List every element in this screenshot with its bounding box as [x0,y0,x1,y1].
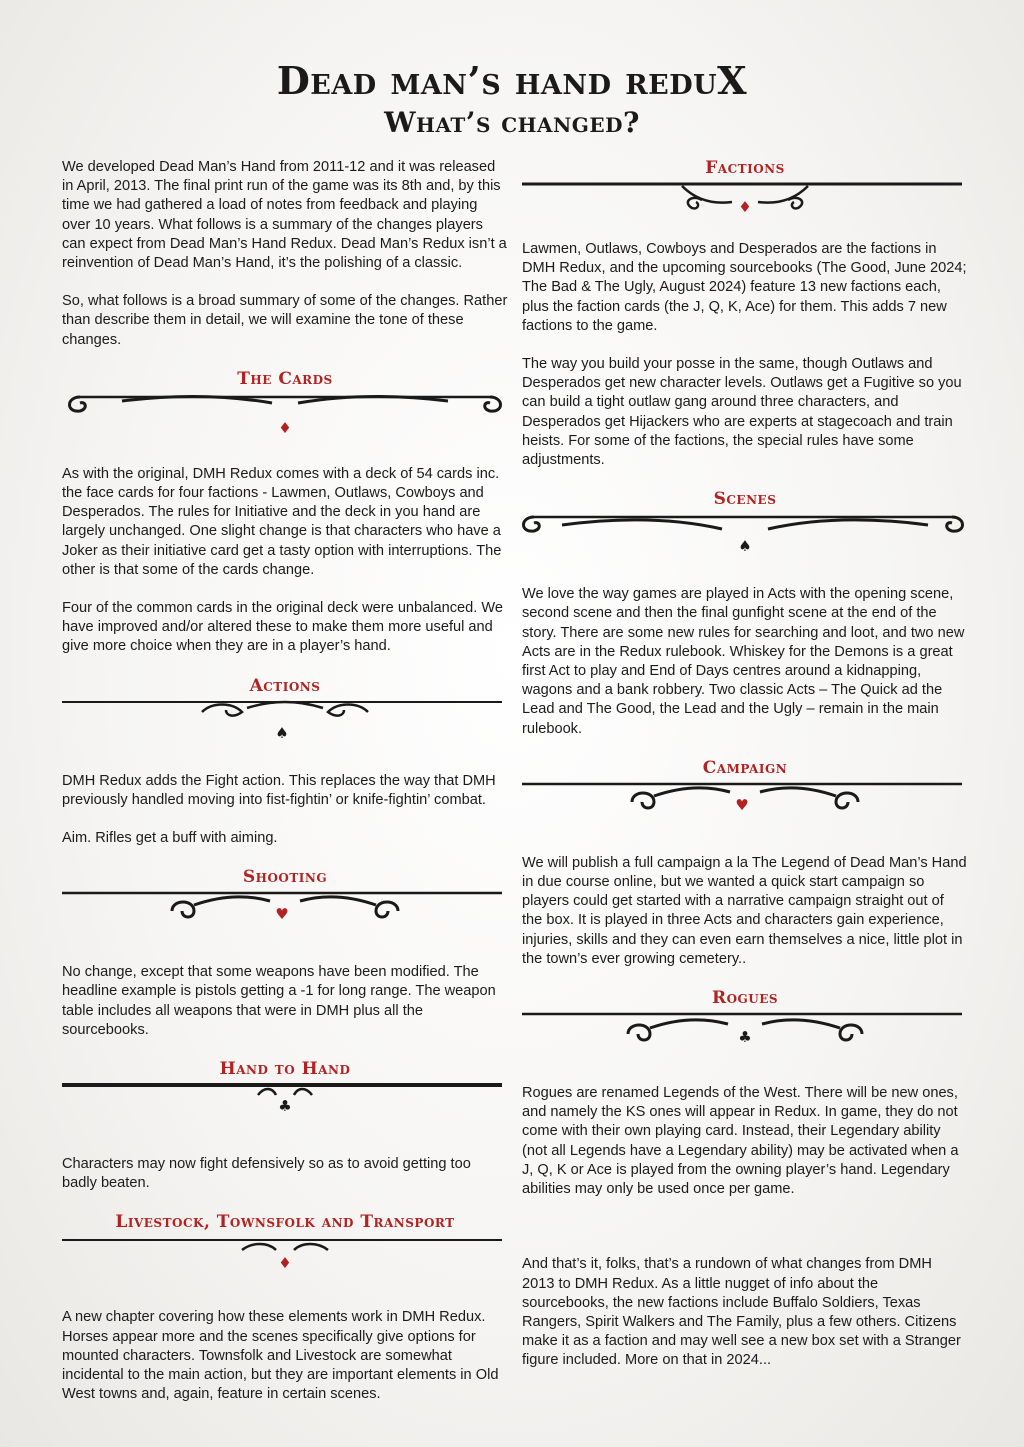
section-heading-actions [62,676,508,752]
section-heading-hand-to-hand [62,1059,508,1135]
diamond-icon: ♦ [278,418,292,437]
club-icon: ♣ [738,1028,752,1047]
ornament-divider [62,385,508,445]
section-paragraph: A new chapter covering how these elements work in DMH Redux. Horses appear more and the scenes specifically give options for mounted characters. Townsfolk and Livestock are somewhat incidental to the main action, but they are important elements in Old West towns and, again, feature in certain scenes. [62,1309,499,1403]
diamond-icon: ♦ [738,198,752,216]
ornament-divider [62,1075,508,1135]
section-heading-rogues [522,988,968,1064]
section-paragraph: We will publish a full campaign a la The Legend of Dead Man’s Hand in due course online, but we wanted a quick start campaign so players could get started with a narrative campaign straight out of the box. It is played in three Acts and characters gain experience, injuries, skills and they can even earn themselves a nice, little plot in the town’s ever growing cemetery.. [522,854,967,967]
section-paragraph: Lawmen, Outlaws, Cowboys and Desperados are the factions in DMH Redux, and the upcoming sourcebooks (The Good, June 2024; The Bad & The Ugly, August 2024) feature 13 new factions each, plus the faction cards (the J, Q, K, Ace) for them. This adds 7 new factions to the game. [522,241,967,334]
left-column [62,158,508,1424]
section-paragraph: The way you build your posse in the same, though Outlaws and Desperados get new character levels. Outlaws get a Fugitive so you can build a tight outlaw gang around three characters, and Desperados get Hijackers who are experts at stagecoach and train heists. For some of the factions, the special rules have some adjustments. [522,356,962,469]
ornament-divider [522,505,968,565]
page-title: Dead man’s hand reduX [276,58,748,103]
ornament-divider [62,692,508,752]
section-heading-factions [522,158,968,220]
ornament-divider [62,1228,508,1288]
section-title: Factions [705,158,785,178]
page-subtitle: What’s changed? [384,106,640,139]
section-paragraph: Aim. Rifles get a buff with aiming. [62,830,278,847]
section-heading-campaign [522,758,968,834]
section-title: Scenes [713,489,777,510]
section-paragraph: Characters may now fight defensively so as to avoid getting too badly beaten. [62,1156,471,1192]
spade-icon: ♠ [738,537,752,556]
section-paragraph: DMH Redux adds the Fight action. This replaces the way that DMH previously handled moving into fist-fightin’ or knife-fightin’ combat. [62,772,496,808]
section-title: Rogues [711,988,779,1009]
section-paragraph: Four of the common cards in the original deck were unbalanced. We have improved and/or altered these to make them more useful and give more choice when they are in a player’s hand. [62,600,504,655]
intro-paragraph: We developed Dead Man’s Hand from 2011-12 and it was released in April, 2013. The final print run of the game was its 8th and, by this time we had gathered a load of notes from feedback and playing over 10 years. What follows is a summary of the changes players can expect from Dead Man’s Hand Redux. Dead Man’s Redux isn’t a reinvention of Dead Man’s Hand, it’s the polishing of a classic. [62,159,507,272]
ornament-divider [522,174,968,234]
intro-paragraph: So, what follows is a broad summary of some of the changes. Rather than describe them in detail, we will examine the tone of these changes. [62,293,508,348]
section-paragraph: Rogues are renamed Legends of the West. There will be new ones, and namely the KS ones will appear in Redux. In game, they do not come with their own playing card. Instead, their Legendary ability (not all Legends have a Legendary ability) may be activated when a J, Q, K or Ace is played from the owning player’s hand. Legendary abilities may only be used once per game. [522,1085,959,1198]
spade-icon: ♠ [275,723,289,742]
section-paragraph: As with the original, DMH Redux comes with a deck of 54 cards inc. the face cards for four factions - Lawmen, Outlaws, Cowboys and Desperados. The rules for Initiative and the deck in you hand are largely unchanged. One slight change is that characters who have a Joker as their initiative card get a tasty option with interruptions. The other is that some of the cards change. [62,465,502,578]
section-title: Shooting [242,867,328,888]
heart-icon: ♥ [735,795,749,814]
ornament-divider [522,1004,968,1064]
club-icon: ♣ [278,1097,292,1116]
closing-paragraph: And that’s it, folks, that’s a rundown of what changes from DMH 2013 to DMH Redux. As a little nugget of info about the sourcebooks, the new factions include Buffalo Soldiers, Texas Rangers, Spirit Walkers and The Family, plus a few others. Citizens make it as a faction and may well see a new box set with a Stranger figure included. More on that in 2024... [522,1256,961,1369]
section-heading-scenes [522,489,968,565]
section-title: Actions [249,675,321,696]
section-heading-shooting [62,867,508,943]
section-title: Livestock, Townsfolk and Transport [115,1212,455,1233]
ornament-divider [62,883,508,943]
section-heading-livestock-townsfolk-transport [62,1212,508,1288]
section-title: Campaign [702,757,788,778]
right-column [522,158,968,1390]
heart-icon: ♥ [275,905,289,924]
diamond-icon: ♦ [278,1254,292,1273]
section-title: The Cards [237,368,333,389]
section-paragraph: No change, except that some weapons have been modified. The headline example is pistols getting a -1 for long range. The weapon table includes all weapons that were in DMH plus all the sourcebooks. [62,964,496,1038]
section-title: Hand to Hand [219,1059,351,1080]
ornament-divider [522,774,968,834]
section-heading-the-cards [62,369,508,445]
section-paragraph: We love the way games are played in Acts with the opening scene, second scene and then the final gunfight scene at the end of the story. There are some new rules for searching and loot, and two new Acts are in the Redux rulebook. Whiskey for the Demons is a great first Act to play and End of Days centres around a kidnapping, wagons and a bank robbery. Two classic Acts – The Quick ad the Lead and The Good, the Lead and the Ugly – remain in the main rulebook. [522,586,965,737]
